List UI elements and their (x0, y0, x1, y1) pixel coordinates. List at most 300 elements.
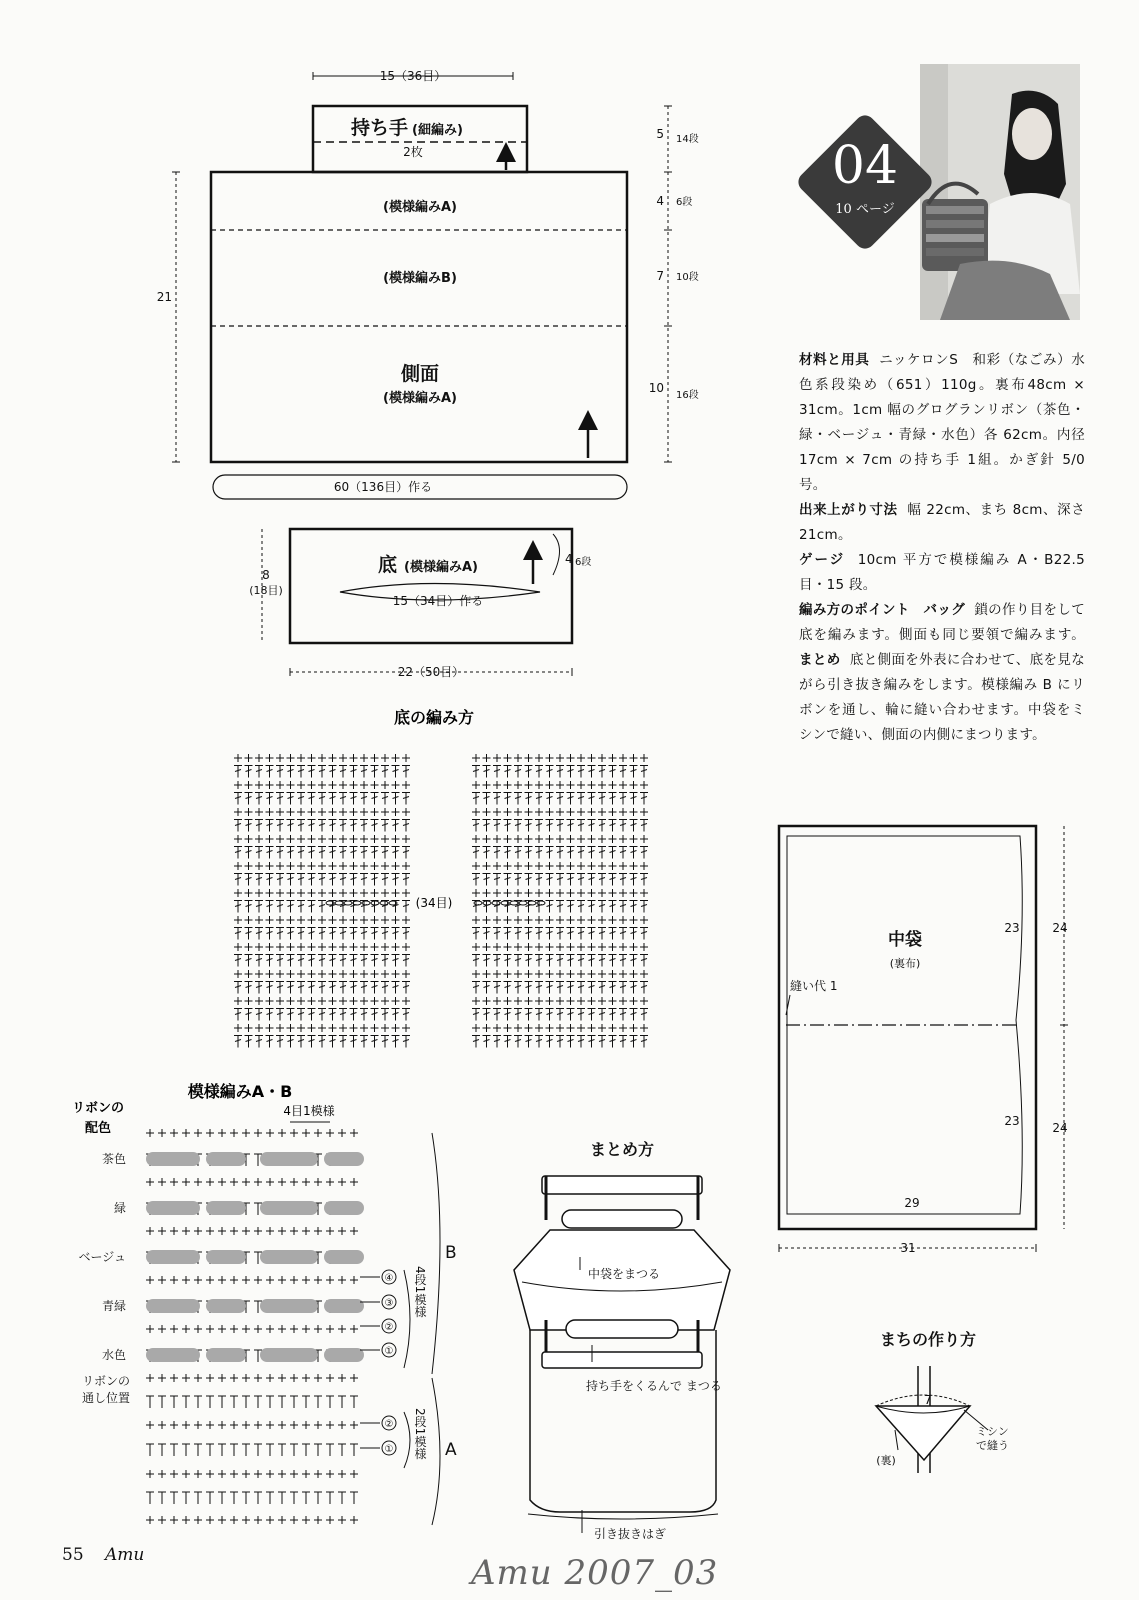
stitch-symbol (609, 928, 617, 940)
stitch-symbol (483, 793, 491, 805)
stitch-symbol (392, 781, 400, 789)
stitch-symbol (609, 1024, 617, 1032)
stitch-symbol (287, 820, 295, 832)
stitch-symbol (472, 955, 480, 967)
stitch-symbol (609, 1009, 617, 1021)
ribbon-bar (260, 1201, 318, 1215)
stitch-symbol (234, 889, 242, 897)
stitch-symbol (567, 997, 575, 1005)
stitch-symbol (392, 1009, 400, 1021)
stitch-symbol (640, 1024, 648, 1032)
stitch-symbol (245, 781, 253, 789)
ribbon-bar (146, 1299, 200, 1313)
stitch-symbol (371, 766, 379, 778)
pattern-stitch-chart (146, 1129, 364, 1524)
stitch-symbol (483, 862, 491, 870)
stitch-symbol (567, 982, 575, 994)
label-lining: 中袋をまつる (588, 1267, 661, 1281)
stitch-symbol (266, 847, 274, 859)
stitch-symbol (577, 874, 585, 886)
stitch-symbol (234, 793, 242, 805)
stitch-symbol (308, 970, 316, 978)
stitch-symbol (402, 955, 410, 967)
stitch-symbol (318, 862, 326, 870)
stitch-symbol (546, 766, 554, 778)
stitch-symbol (609, 1036, 617, 1048)
stitch-symbol (472, 820, 480, 832)
stitch-symbol (546, 835, 554, 843)
stitch-symbol (619, 820, 627, 832)
stitch-symbol (245, 793, 253, 805)
stitch-symbol (339, 1024, 347, 1032)
stitch-symbol (339, 766, 347, 778)
issue-watermark: Amu 2007_03 (471, 1553, 719, 1593)
stitch-symbol (525, 874, 533, 886)
stitch-symbol (598, 820, 606, 832)
stitch-symbol (535, 874, 543, 886)
stitch-symbol (577, 997, 585, 1005)
stitch-symbol (588, 1036, 596, 1048)
stitch-symbol (514, 874, 522, 886)
stitch-symbol (350, 835, 358, 843)
stitch-symbol (504, 1009, 512, 1021)
stitch-symbol (392, 793, 400, 805)
stitch-symbol (360, 997, 368, 1005)
stitch-symbol (276, 808, 284, 816)
stitch-symbol (472, 874, 480, 886)
gauge-text: 10cm 平方で模様編み A・B22.5 目・15 段。 (799, 552, 1085, 593)
stitch-symbol (630, 766, 638, 778)
stitch-symbol (266, 820, 274, 832)
stitch-symbol (350, 754, 358, 762)
stitch-symbol (588, 820, 596, 832)
stitch-symbol (402, 862, 410, 870)
stitch-symbol (546, 754, 554, 762)
pattern-row (146, 1129, 358, 1137)
materials-text: ニッケロンS 和彩（なごみ）水色系段染め（651）110g。裏布48cm × 31cm。1cm 幅のグログランリボン（茶色・緑・ベージュ・青緑・水色）各 62cm。内径 17cm × 7cm の持ち手 1組。かぎ針 5/0 号。 (799, 352, 1085, 493)
stitch-symbol (371, 835, 379, 843)
stitch-symbol (308, 781, 316, 789)
stitch-symbol (234, 916, 242, 924)
stitch-symbol (339, 1036, 347, 1048)
stitch-symbol (483, 1009, 491, 1021)
stitch-symbol (577, 970, 585, 978)
stitch-symbol (588, 835, 596, 843)
stitch-symbol (525, 928, 533, 940)
ribbon-bar (260, 1299, 318, 1313)
stitch-symbol (234, 1009, 242, 1021)
stitch-symbol (546, 820, 554, 832)
stitch-symbol (234, 955, 242, 967)
ribbon-title-2: 配色 (84, 1121, 112, 1136)
stitch-symbol (360, 970, 368, 978)
stitch-symbol (297, 874, 305, 886)
stitch-symbol (588, 754, 596, 762)
stitch-symbol (255, 1009, 263, 1021)
stitch-symbol (297, 820, 305, 832)
stitch-symbol (276, 916, 284, 924)
stitch-symbol (297, 793, 305, 805)
stitch-symbol (255, 820, 263, 832)
stitch-symbol (556, 1009, 564, 1021)
stitch-symbol (493, 943, 501, 951)
stitch-symbol (483, 874, 491, 886)
stitch-symbol (630, 835, 638, 843)
stitch-symbol (255, 1036, 263, 1048)
stitch-symbol (255, 1024, 263, 1032)
finish-text: 底と側面を外表に合わせて、底を見ながら引き抜き編みをします。模様編み B にリボンを通し、輪に縫い合わせます。中袋をミシンで縫い、側面の内側にまつります。 (799, 652, 1085, 743)
stitch-symbol (640, 916, 648, 924)
stitch-symbol (287, 1036, 295, 1048)
stitch-symbol (234, 754, 242, 762)
stitch-symbol (255, 874, 263, 886)
stitch-symbol (392, 820, 400, 832)
stitch-symbol (287, 943, 295, 951)
color-label-brown: 茶色 (101, 1152, 126, 1166)
stitch-symbol (598, 997, 606, 1005)
stitch-symbol (619, 781, 627, 789)
stitch-symbol (546, 847, 554, 859)
stitch-symbol (297, 835, 305, 843)
stitch-symbol (493, 808, 501, 816)
stitch-symbol (630, 982, 638, 994)
stitch-symbol (287, 901, 295, 913)
stitch-symbol (318, 1009, 326, 1021)
stitch-symbol (371, 754, 379, 762)
stitch-symbol (381, 1009, 389, 1021)
stitch-symbol (504, 955, 512, 967)
stitch-symbol (318, 955, 326, 967)
stitch-symbol (287, 916, 295, 924)
stitch-symbol (619, 808, 627, 816)
stitch-symbol (308, 916, 316, 924)
ribbon-bar (206, 1250, 246, 1264)
stitch-symbol (588, 928, 596, 940)
stitch-symbol (234, 766, 242, 778)
points-heading: 編み方のポイント バッグ (799, 602, 966, 618)
stitch-symbol (308, 955, 316, 967)
stitch-symbol (318, 793, 326, 805)
stitch-symbol (483, 997, 491, 1005)
size-heading: 出来上がり寸法 (799, 502, 898, 518)
stitch-symbol (525, 862, 533, 870)
stitch-symbol (381, 928, 389, 940)
stitch-symbol (598, 766, 606, 778)
stitch-symbol (514, 1009, 522, 1021)
handle-sub: (細編み) (412, 123, 463, 138)
stitch-symbol (525, 916, 533, 924)
stitch-symbol (504, 982, 512, 994)
ribbon-bar (146, 1250, 200, 1264)
stitch-symbol (630, 808, 638, 816)
stitch-symbol (577, 766, 585, 778)
stitch-symbol (329, 808, 337, 816)
stitch-symbol (630, 943, 638, 951)
stitch-symbol (392, 928, 400, 940)
stitch-symbol (619, 1024, 627, 1032)
stitch-symbol (598, 901, 606, 913)
stitch-symbol (339, 928, 347, 940)
stitch-symbol (266, 808, 274, 816)
stitch-symbol (297, 781, 305, 789)
stitch-symbol (392, 916, 400, 924)
pattern-row (146, 1421, 358, 1429)
stitch-symbol (577, 889, 585, 897)
stitch-symbol (329, 889, 337, 897)
bottom-chart-title: 底の編み方 (393, 708, 475, 727)
stitch-symbol (588, 793, 596, 805)
stitch-symbol (567, 1024, 575, 1032)
stitch-symbol (350, 1036, 358, 1048)
stitch-symbol (588, 943, 596, 951)
stitch-symbol (360, 766, 368, 778)
stitch-symbol (535, 862, 543, 870)
stitch-symbol (598, 808, 606, 816)
stitch-symbol (255, 781, 263, 789)
stitch-symbol (266, 754, 274, 762)
ribbon-title-1: リボンの (71, 1101, 125, 1116)
ribbon-bar (324, 1201, 364, 1215)
stitch-symbol (567, 970, 575, 978)
stitch-symbol (350, 1009, 358, 1021)
stitch-symbol (535, 1036, 543, 1048)
pattern-row (146, 1276, 358, 1284)
stitch-symbol (392, 1024, 400, 1032)
stitch-symbol (535, 820, 543, 832)
stitch-symbol (392, 901, 400, 913)
stitch-symbol (381, 1036, 389, 1048)
stitch-symbol (339, 820, 347, 832)
stitch-symbol (556, 808, 564, 816)
stitch-symbol (381, 847, 389, 859)
stitch-symbol (297, 997, 305, 1005)
stitch-symbol (329, 820, 337, 832)
stitch-symbol (598, 1036, 606, 1048)
stitch-symbol (255, 916, 263, 924)
stitch-symbol (371, 1036, 379, 1048)
stitch-symbol (350, 943, 358, 951)
stitch-symbol (318, 1036, 326, 1048)
bottom-height-rows: (18目) (249, 584, 283, 597)
lining-title: 中袋 (888, 930, 922, 950)
stitch-symbol (504, 862, 512, 870)
stitch-symbol (234, 781, 242, 789)
stitch-symbol (234, 874, 242, 886)
stitch-symbol (525, 889, 533, 897)
stitch-symbol (619, 1036, 627, 1048)
stitch-symbol (630, 970, 638, 978)
stitch-symbol (371, 808, 379, 816)
repeat-label: 4目1模様 (283, 1104, 335, 1118)
stitch-symbol (504, 766, 512, 778)
stitch-symbol (577, 901, 585, 913)
stitch-symbol (308, 754, 316, 762)
stitch-symbol (318, 781, 326, 789)
stitch-symbol (514, 862, 522, 870)
stitch-symbol (234, 928, 242, 940)
stitch-symbol (504, 874, 512, 886)
stitch-symbol (276, 889, 284, 897)
stitch-symbol (556, 943, 564, 951)
stitch-symbol (329, 781, 337, 789)
stitch-symbol (609, 808, 617, 816)
row-num-3: ③ (384, 1298, 394, 1309)
stitch-symbol (392, 943, 400, 951)
stitch-symbol (577, 943, 585, 951)
stitch-symbol (339, 1009, 347, 1021)
stitch-symbol (276, 1036, 284, 1048)
stitch-symbol (598, 754, 606, 762)
stitch-symbol (609, 793, 617, 805)
stitch-symbol (234, 820, 242, 832)
stitch-symbol (609, 754, 617, 762)
stitch-symbol (609, 997, 617, 1005)
stitch-symbol (493, 955, 501, 967)
stitch-symbol (546, 1024, 554, 1032)
rows-10: 10段 (676, 272, 699, 283)
stitch-symbol (276, 766, 284, 778)
stitch-symbol (619, 928, 627, 940)
stitch-symbol (630, 847, 638, 859)
stitch-symbol (339, 862, 347, 870)
stitch-symbol (619, 889, 627, 897)
stitch-symbol (535, 835, 543, 843)
stitch-symbol (329, 916, 337, 924)
stitch-symbol (472, 1024, 480, 1032)
stitch-symbol (630, 754, 638, 762)
stitch-symbol (371, 982, 379, 994)
stitch-symbol (350, 889, 358, 897)
pattern-row (146, 1492, 358, 1504)
stitch-symbol (287, 982, 295, 994)
bottom-dim-4: 4 (565, 552, 573, 566)
stitch-symbol (504, 997, 512, 1005)
stitch-symbol (308, 982, 316, 994)
stitch-symbol (329, 943, 337, 951)
stitch-symbol (297, 901, 305, 913)
stitch-symbol (619, 901, 627, 913)
stitch-symbol (577, 808, 585, 816)
row-num-1: ① (384, 1346, 394, 1357)
stitch-symbol (535, 889, 543, 897)
stitch-symbol (504, 889, 512, 897)
stitch-symbol (350, 874, 358, 886)
stitch-symbol (287, 781, 295, 789)
stitch-symbol (556, 1036, 564, 1048)
stitch-symbol (472, 847, 480, 859)
stitch-symbol (381, 793, 389, 805)
stitch-symbol (255, 928, 263, 940)
stitch-symbol (276, 820, 284, 832)
stitch-symbol (640, 862, 648, 870)
ribbon-pos-2: 通し位置 (81, 1391, 131, 1405)
stitch-symbol (630, 889, 638, 897)
stitch-symbol (392, 862, 400, 870)
stitch-symbol (640, 1036, 648, 1048)
stitch-symbol (577, 1009, 585, 1021)
color-label-teal: 青緑 (101, 1299, 126, 1313)
section-b-label: B (445, 1243, 457, 1263)
dim-4: 4 (656, 194, 664, 208)
stitch-symbol (577, 862, 585, 870)
stitch-symbol (535, 916, 543, 924)
stitch-symbol (287, 847, 295, 859)
stitch-symbol (514, 1036, 522, 1048)
seam-allowance-label: 縫い代 1 (790, 979, 838, 993)
stitch-symbol (504, 781, 512, 789)
stitch-symbol (255, 766, 263, 778)
stitch-symbol (350, 928, 358, 940)
pattern-row (146, 1396, 358, 1408)
stitch-symbol (514, 766, 522, 778)
stitch-symbol (402, 835, 410, 843)
stitch-symbol (493, 889, 501, 897)
stitch-symbol (266, 766, 274, 778)
stitch-symbol (556, 766, 564, 778)
stitch-symbol (577, 928, 585, 940)
stitch-symbol (619, 754, 627, 762)
ribbon-bar (324, 1250, 364, 1264)
stitch-symbol (392, 1036, 400, 1048)
stitch-symbol (297, 862, 305, 870)
stitch-symbol (619, 862, 627, 870)
stitch-symbol (266, 970, 274, 978)
stitch-symbol (640, 835, 648, 843)
stitch-symbol (577, 754, 585, 762)
points-text: 鎖の作り目をして底を編みます。側面も同じ要領で編みます。 (799, 602, 1085, 643)
stitch-symbol (381, 862, 389, 870)
stitch-symbol (609, 820, 617, 832)
stitch-symbol (308, 835, 316, 843)
stitch-symbol (577, 847, 585, 859)
stitch-symbol (504, 943, 512, 951)
stitch-symbol (276, 847, 284, 859)
stitch-symbol (381, 754, 389, 762)
gusset-sew-label: ミシン で縫う (976, 1425, 1009, 1452)
stitch-symbol (371, 943, 379, 951)
stitch-symbol (577, 835, 585, 843)
stitch-symbol (630, 820, 638, 832)
stitch-symbol (308, 943, 316, 951)
stitch-symbol (276, 997, 284, 1005)
stitch-symbol (588, 1009, 596, 1021)
stitch-symbol (339, 754, 347, 762)
stitch-symbol (276, 781, 284, 789)
stitch-symbol (318, 943, 326, 951)
rep-b-label-box (412, 1266, 430, 1376)
stitch-symbol (402, 766, 410, 778)
stitch-symbol (339, 955, 347, 967)
stitch-symbol (567, 781, 575, 789)
stitch-symbol (381, 970, 389, 978)
stitch-symbol (588, 970, 596, 978)
stitch-symbol (493, 766, 501, 778)
ribbon-bar (146, 1152, 200, 1166)
stitch-symbol (472, 916, 480, 924)
stitch-symbol (609, 766, 617, 778)
stitch-symbol (483, 1024, 491, 1032)
stitch-symbol (609, 889, 617, 897)
stitch-symbol (609, 955, 617, 967)
stitch-symbol (308, 889, 316, 897)
bottom-sub: (模様編みA) (404, 560, 478, 575)
stitch-symbol (472, 835, 480, 843)
stitch-symbol (577, 781, 585, 789)
stitch-symbol (556, 982, 564, 994)
stitch-symbol (402, 793, 410, 805)
stitch-symbol (287, 808, 295, 816)
finish-heading: まとめ (799, 652, 841, 668)
